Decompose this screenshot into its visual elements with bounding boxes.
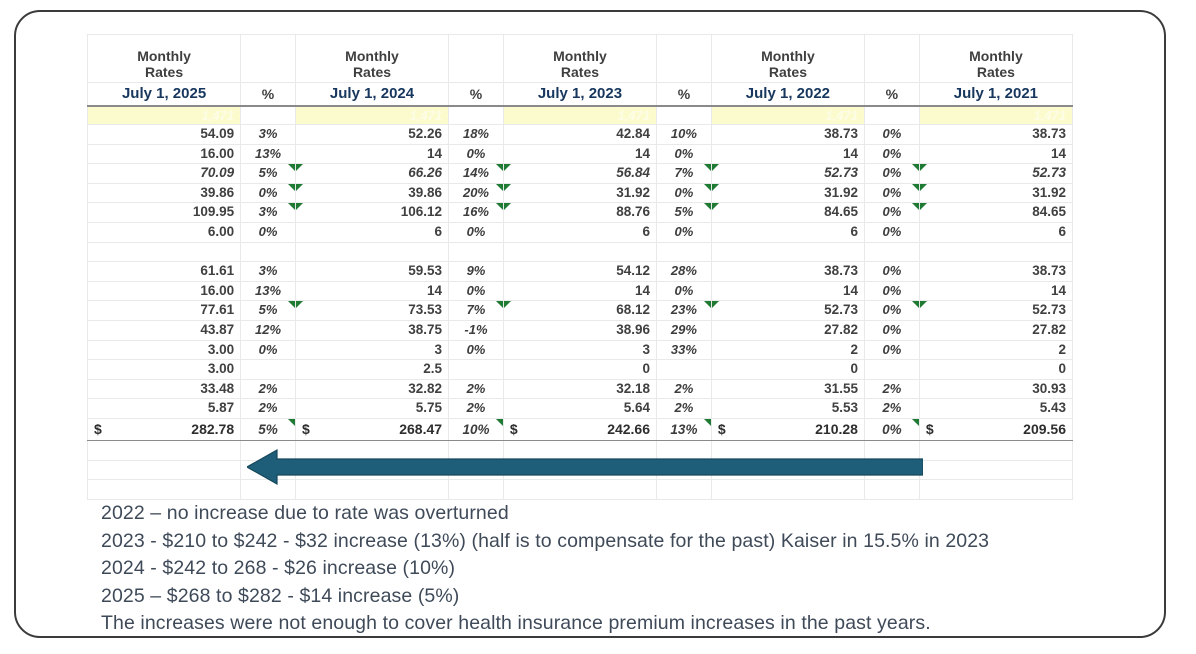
arrow-shape [247,450,923,484]
rate-cell[interactable] [711,242,864,262]
percent-cell[interactable]: 2% [449,399,504,419]
rate-cell[interactable]: 14 [503,144,656,164]
rate-cell[interactable]: 16.00 [88,281,241,301]
rate-cell[interactable]: 27.82 [711,320,864,340]
rate-cell[interactable]: 88.76 [503,203,656,223]
table-row [88,320,1073,340]
percent-cell[interactable]: 29% [657,320,712,340]
rate-cell[interactable]: 5.53 [711,399,864,419]
rate-cell[interactable]: 27.82 [919,320,1072,340]
comment-marker-icon [496,184,503,191]
total-rate-cell[interactable]: $ 209.56 [919,418,1072,440]
rate-cell[interactable]: 38.73 [919,262,1072,282]
notes-block [101,500,1131,638]
table-row [88,379,1073,399]
rate-cell[interactable]: 16.00 [88,144,241,164]
rate-cell[interactable]: 52.73 [711,301,864,321]
comment-marker-icon [712,301,719,308]
currency-symbol: $ [301,420,310,437]
rate-cell[interactable]: 3.00 [88,360,241,380]
percent-cell[interactable] [864,242,919,262]
rate-cell[interactable]: 2 [711,340,864,360]
currency-symbol: $ [925,420,934,437]
comment-marker-icon [496,203,503,210]
rate-cell[interactable]: 14 [919,144,1072,164]
percent-cell[interactable]: -1% [449,320,504,340]
rate-cell[interactable]: 56.84 [503,164,656,184]
column-header-date-july12023: July 1, 2023 [503,83,656,107]
rate-cell[interactable]: 14 [711,144,864,164]
column-header-monthly-rates: Monthly Rates [711,35,864,83]
percent-cell[interactable]: 14% [449,164,504,184]
comment-marker-icon [704,164,711,171]
percent-cell[interactable]: 0% [864,281,919,301]
percent-cell[interactable]: 18% [449,125,504,145]
rate-cell[interactable] [919,242,1072,262]
comment-marker-icon [504,164,511,171]
comment-marker-icon [704,184,711,191]
comment-marker-icon [504,184,511,191]
total-rate-cell[interactable]: $ 210.28 [711,418,864,440]
table-total-row [88,418,1073,440]
column-header-percent: % [657,83,712,107]
rate-cell[interactable]: 84.65 [711,203,864,223]
percent-cell[interactable]: 0% [864,144,919,164]
comment-marker-icon [496,419,503,426]
percent-cell[interactable]: 0% [449,222,504,242]
percent-cell[interactable]: 0% [864,222,919,242]
percent-cell[interactable]: 0% [657,281,712,301]
column-header-date-july12025: July 1, 2025 [88,83,241,107]
column-header-percent: % [449,83,504,107]
rate-cell[interactable] [295,242,448,262]
highlight-row [88,106,1073,125]
table-row [88,242,1073,262]
column-header-spacer [657,35,712,83]
percent-cell[interactable]: 20% [449,183,504,203]
empty-cell[interactable] [919,440,1072,460]
table-row [88,340,1073,360]
column-header-monthly-rates: Monthly Rates [88,35,241,83]
rate-cell[interactable]: 70.09 [88,164,241,184]
table-row [88,183,1073,203]
rate-cell[interactable]: 68.12 [503,301,656,321]
comment-marker-icon [504,203,511,210]
column-header-date-july12024: July 1, 2024 [295,83,448,107]
rate-cell[interactable]: 77.61 [88,301,241,321]
total-rate-cell[interactable]: $ 282.78 [88,418,241,440]
table-row [88,164,1073,184]
percent-cell[interactable]: 0% [657,144,712,164]
highlight-spacer[interactable] [241,106,296,125]
spreadsheet-region [87,34,1087,489]
rate-cell[interactable]: 2 [919,340,1072,360]
percent-cell[interactable] [657,242,712,262]
comment-marker-icon [912,203,919,210]
percent-cell[interactable]: 0% [449,340,504,360]
comment-marker-icon [504,301,511,308]
rate-cell[interactable]: 59.53 [295,262,448,282]
rate-cell[interactable]: 61.61 [88,262,241,282]
rate-cell[interactable]: 38.96 [503,320,656,340]
rate-cell[interactable]: 54.09 [88,125,241,145]
rate-cell[interactable]: 38.73 [711,262,864,282]
percent-cell[interactable]: 0% [864,301,919,321]
percent-cell[interactable]: 0% [657,222,712,242]
highlight-cell[interactable]: 1,471 [711,106,864,125]
comment-marker-icon [704,203,711,210]
percent-cell[interactable]: 0% [864,183,919,203]
rate-cell[interactable] [503,242,656,262]
comment-marker-icon [704,301,711,308]
percent-cell[interactable]: 0% [864,262,919,282]
table-row [88,262,1073,282]
percent-cell[interactable]: 33% [657,340,712,360]
note-line-1: 2022 – no increase due to rate was overturned [101,502,509,524]
total-percent-cell[interactable]: 13% [657,418,712,440]
percent-cell[interactable]: 3% [241,125,296,145]
rate-cell[interactable]: 0 [503,360,656,380]
rate-cell[interactable]: 52.73 [919,301,1072,321]
comment-marker-icon [296,164,303,171]
comment-marker-icon [296,184,303,191]
comment-marker-icon [712,184,719,191]
rate-cell[interactable]: 32.82 [295,379,448,399]
rate-cell[interactable]: 38.73 [919,125,1072,145]
trend-arrow [247,444,923,490]
column-header-spacer [449,35,504,83]
comment-marker-icon [704,419,711,426]
empty-cell[interactable] [88,440,241,460]
percent-cell[interactable]: 13% [241,144,296,164]
highlight-spacer[interactable] [449,106,504,125]
comment-marker-icon [496,164,503,171]
percent-cell[interactable]: 3% [241,203,296,223]
percent-cell[interactable]: 16% [449,203,504,223]
percent-cell[interactable]: 28% [657,262,712,282]
percent-cell[interactable]: 0% [241,340,296,360]
rate-cell[interactable]: 39.86 [88,183,241,203]
percent-cell[interactable]: 7% [657,164,712,184]
rate-cell[interactable]: 6 [919,222,1072,242]
column-header-monthly-rates: Monthly Rates [295,35,448,83]
rate-cell[interactable]: 5.43 [919,399,1072,419]
rate-cell[interactable]: 66.26 [295,164,448,184]
rate-cell[interactable]: 0 [711,360,864,380]
comment-marker-icon [496,301,503,308]
percent-cell[interactable]: 5% [241,164,296,184]
empty-cell[interactable] [919,480,1072,500]
column-header-percent: % [241,83,296,107]
percent-cell[interactable]: 2% [864,379,919,399]
percent-cell[interactable]: 0% [241,183,296,203]
comment-marker-icon [920,203,927,210]
percent-cell[interactable]: 3% [241,262,296,282]
percent-cell[interactable]: 2% [657,379,712,399]
percent-cell[interactable]: 0% [864,125,919,145]
currency-symbol: $ [94,420,102,437]
empty-cell[interactable] [88,460,241,480]
percent-cell[interactable]: 12% [241,320,296,340]
note-line-5: The increases were not enough to cover health insurance premium increases in the past years. [101,612,931,634]
rate-cell[interactable]: 109.95 [88,203,241,223]
rate-cell[interactable]: 39.86 [295,183,448,203]
rate-cell[interactable]: 84.65 [919,203,1072,223]
empty-cell[interactable] [919,460,1072,480]
percent-cell[interactable] [241,360,296,380]
rate-cell[interactable]: 3.00 [88,340,241,360]
comment-marker-icon [288,419,295,426]
rate-cell[interactable]: 31.92 [503,183,656,203]
percent-cell[interactable]: 0% [657,183,712,203]
rate-cell[interactable]: 73.53 [295,301,448,321]
table-row [88,281,1073,301]
table-row [88,301,1073,321]
currency-symbol: $ [717,420,726,437]
comment-marker-icon [920,301,927,308]
rate-cell[interactable]: 42.84 [503,125,656,145]
rate-cell[interactable]: 14 [711,281,864,301]
rate-cell[interactable]: 31.92 [919,183,1072,203]
percent-cell[interactable]: 2% [864,399,919,419]
rate-cell[interactable]: 30.93 [919,379,1072,399]
table-row [88,125,1073,145]
column-header-percent: % [864,83,919,107]
column-header-monthly-rates: Monthly Rates [503,35,656,83]
percent-cell[interactable]: 2% [449,379,504,399]
rate-cell[interactable]: 2.5 [295,360,448,380]
total-rate-cell[interactable]: $ 242.66 [503,418,656,440]
total-percent-cell[interactable]: 10% [449,418,504,440]
percent-cell[interactable]: 23% [657,301,712,321]
note-line-3: 2024 - $242 to 268 - $26 increase (10%) [101,557,456,579]
highlight-cell[interactable]: 1,471 [919,106,1072,125]
rate-cell[interactable]: 54.12 [503,262,656,282]
rate-cell[interactable]: 52.73 [919,164,1072,184]
rate-cell[interactable]: 33.48 [88,379,241,399]
rate-cell[interactable]: 14 [295,281,448,301]
rate-cell[interactable] [88,242,241,262]
comment-marker-icon [712,203,719,210]
percent-cell[interactable]: 2% [657,399,712,419]
rate-cell[interactable]: 6 [503,222,656,242]
rate-cell[interactable]: 3 [503,340,656,360]
rate-cell[interactable]: 106.12 [295,203,448,223]
rate-cell[interactable]: 6.00 [88,222,241,242]
percent-cell[interactable] [449,360,504,380]
percent-cell[interactable] [657,360,712,380]
percent-cell[interactable] [449,242,504,262]
total-rate-cell[interactable]: $ 268.47 [295,418,448,440]
table-header-row-dates [88,83,1073,107]
rate-cell[interactable]: 31.92 [711,183,864,203]
table-row [88,203,1073,223]
rate-cell[interactable]: 52.73 [711,164,864,184]
rate-cell[interactable]: 6 [711,222,864,242]
column-header-monthly-rates: Monthly Rates [919,35,1072,83]
highlight-cell[interactable]: 1,471 [88,106,241,125]
rate-cell[interactable]: 32.18 [503,379,656,399]
rate-cell[interactable]: 31.55 [711,379,864,399]
total-percent-cell[interactable]: 5% [241,418,296,440]
percent-cell[interactable] [241,242,296,262]
rate-cell[interactable]: 38.75 [295,320,448,340]
column-header-date-july12021: July 1, 2021 [919,83,1072,107]
comment-marker-icon [920,164,927,171]
percent-cell[interactable]: 2% [241,379,296,399]
percent-cell[interactable]: 9% [449,262,504,282]
percent-cell[interactable]: 0% [864,320,919,340]
comment-marker-icon [920,184,927,191]
rate-cell[interactable]: 3 [295,340,448,360]
comment-marker-icon [912,419,919,426]
percent-cell[interactable]: 0% [449,144,504,164]
rate-cell[interactable]: 38.73 [711,125,864,145]
percent-cell[interactable]: 5% [657,203,712,223]
rate-cell[interactable]: 14 [295,144,448,164]
comment-marker-icon [288,164,295,171]
highlight-cell[interactable]: 1,471 [503,106,656,125]
percent-cell[interactable]: 0% [864,203,919,223]
slide-card [14,10,1166,638]
comment-marker-icon [912,164,919,171]
comment-marker-icon [912,184,919,191]
total-percent-cell[interactable]: 0% [864,418,919,440]
column-header-spacer [864,35,919,83]
rate-cell[interactable]: 6 [295,222,448,242]
table-row [88,360,1073,380]
percent-cell[interactable]: 0% [449,281,504,301]
empty-cell[interactable] [88,480,241,500]
rate-cell[interactable]: 14 [503,281,656,301]
note-line-2: 2023 - $210 to $242 - $32 increase (13%) (half is to compensate for the past) Kaiser in 15.5% in 2023 [101,529,990,552]
percent-cell[interactable] [864,360,919,380]
comment-marker-icon [288,301,295,308]
comment-marker-icon [296,203,303,210]
percent-cell[interactable]: 0% [864,340,919,360]
highlight-spacer[interactable] [864,106,919,125]
table-row [88,144,1073,164]
percent-cell[interactable]: 2% [241,399,296,419]
rate-cell[interactable]: 5.87 [88,399,241,419]
comment-marker-icon [712,164,719,171]
percent-cell[interactable]: 0% [241,222,296,242]
highlight-spacer[interactable] [657,106,712,125]
percent-cell[interactable]: 10% [657,125,712,145]
rate-cell[interactable]: 5.64 [503,399,656,419]
table-row [88,222,1073,242]
comment-marker-icon [288,184,295,191]
comment-marker-icon [296,301,303,308]
rates-table [87,34,1073,500]
percent-cell[interactable]: 0% [864,164,919,184]
highlight-cell[interactable]: 1,471 [295,106,448,125]
note-line-4: 2025 – $268 to $282 - $14 increase (5%) [101,584,460,607]
currency-symbol: $ [509,420,518,437]
rate-cell[interactable]: 52.26 [295,125,448,145]
column-header-date-july12022: July 1, 2022 [711,83,864,107]
table-row [88,399,1073,419]
comment-marker-icon [288,203,295,210]
rate-cell[interactable]: 43.87 [88,320,241,340]
comment-marker-icon [912,301,919,308]
rate-cell[interactable]: 5.75 [295,399,448,419]
percent-cell[interactable]: 7% [449,301,504,321]
percent-cell[interactable]: 5% [241,301,296,321]
column-header-spacer [241,35,296,83]
percent-cell[interactable]: 13% [241,281,296,301]
table-header-row-title [88,35,1073,83]
rate-cell[interactable]: 14 [919,281,1072,301]
rate-cell[interactable]: 0 [919,360,1072,380]
